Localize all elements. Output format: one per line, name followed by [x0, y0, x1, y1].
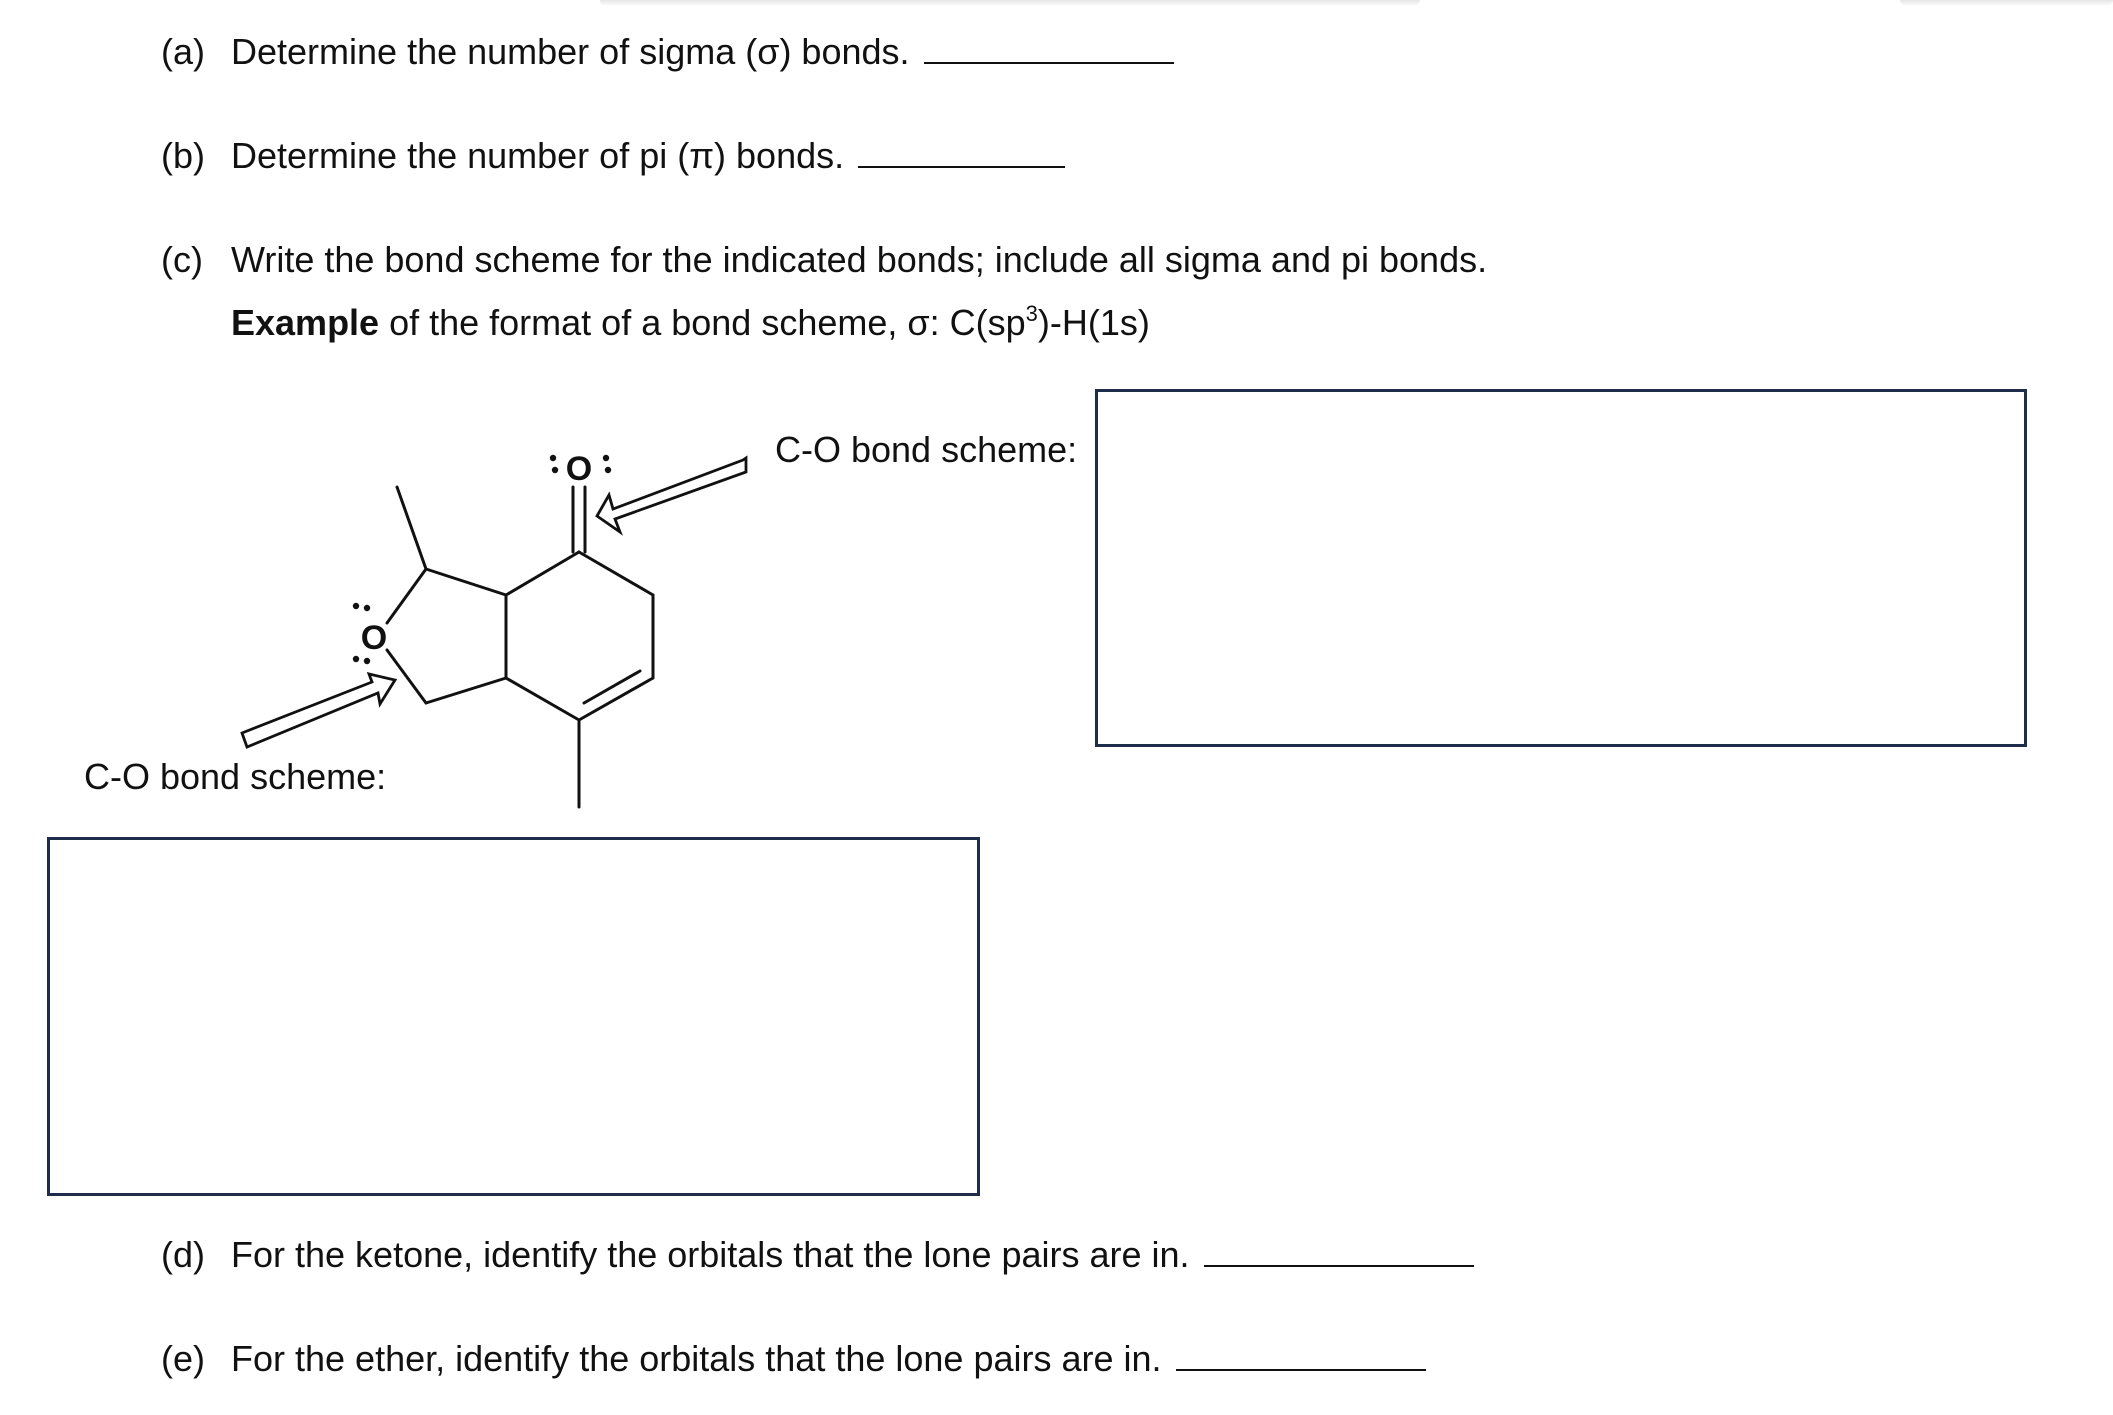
question-d-text: For the ketone, identify the orbitals that the lone pairs are in. [231, 1234, 1190, 1275]
question-a-text: Determine the number of sigma (σ) bonds. [231, 31, 910, 72]
answer-blank-e[interactable] [1176, 1339, 1426, 1371]
bond-c2-carbonyl-c [506, 552, 579, 595]
ketone-lone-pair-dot [603, 455, 609, 461]
ketone-oxygen-atom: O [565, 450, 593, 488]
bond-c1-c2 [426, 569, 506, 595]
bond-alkene-c4 [506, 678, 579, 720]
question-b-label: (b) [161, 135, 205, 176]
bond-o-c5 [387, 650, 426, 703]
ketone-bond-arrow [597, 458, 746, 532]
example-text-end: )-H(1s) [1037, 302, 1150, 343]
bond-carbonyl-c-ch2 [579, 552, 653, 595]
question-b-text: Determine the number of pi (π) bonds. [231, 135, 845, 176]
ketone-lone-pair-dot [605, 467, 611, 473]
question-e-text: For the ether, identify the orbitals that the lone pairs are in. [231, 1338, 1162, 1379]
ether-lone-pair-dot [364, 605, 370, 611]
bond-c5-c4 [426, 678, 506, 703]
question-c-label: (c) [161, 239, 203, 280]
ether-bond-arrow [242, 674, 395, 747]
example-bold-label: Example [231, 302, 380, 343]
question-a-label: (a) [161, 31, 205, 72]
ketone-scheme-label: C-O bond scheme: [775, 429, 1078, 470]
example-text: of the format of a bond scheme, σ: C(sp [379, 302, 1026, 343]
ether-oxygen-atom: O [360, 619, 388, 657]
ether-scheme-label: C-O bond scheme: [84, 756, 387, 797]
question-d-label: (d) [161, 1234, 205, 1275]
ketone-lone-pair-dot [550, 455, 556, 461]
bond-methyl-top [397, 487, 426, 569]
answer-blank-d[interactable] [1204, 1235, 1474, 1267]
bond-alkene-double-inner [584, 671, 640, 703]
ether-lone-pair-dot [353, 603, 359, 609]
bond-c1-o [387, 569, 426, 623]
example-superscript: 3 [1025, 301, 1038, 326]
question-e-label: (e) [161, 1338, 205, 1379]
ether-lone-pair-dot [364, 658, 370, 664]
question-c-text: Write the bond scheme for the indicated bonds; include all sigma and pi bonds. [231, 239, 1488, 280]
ketone-lone-pair-dot [552, 467, 558, 473]
ether-lone-pair-dot [353, 656, 359, 662]
